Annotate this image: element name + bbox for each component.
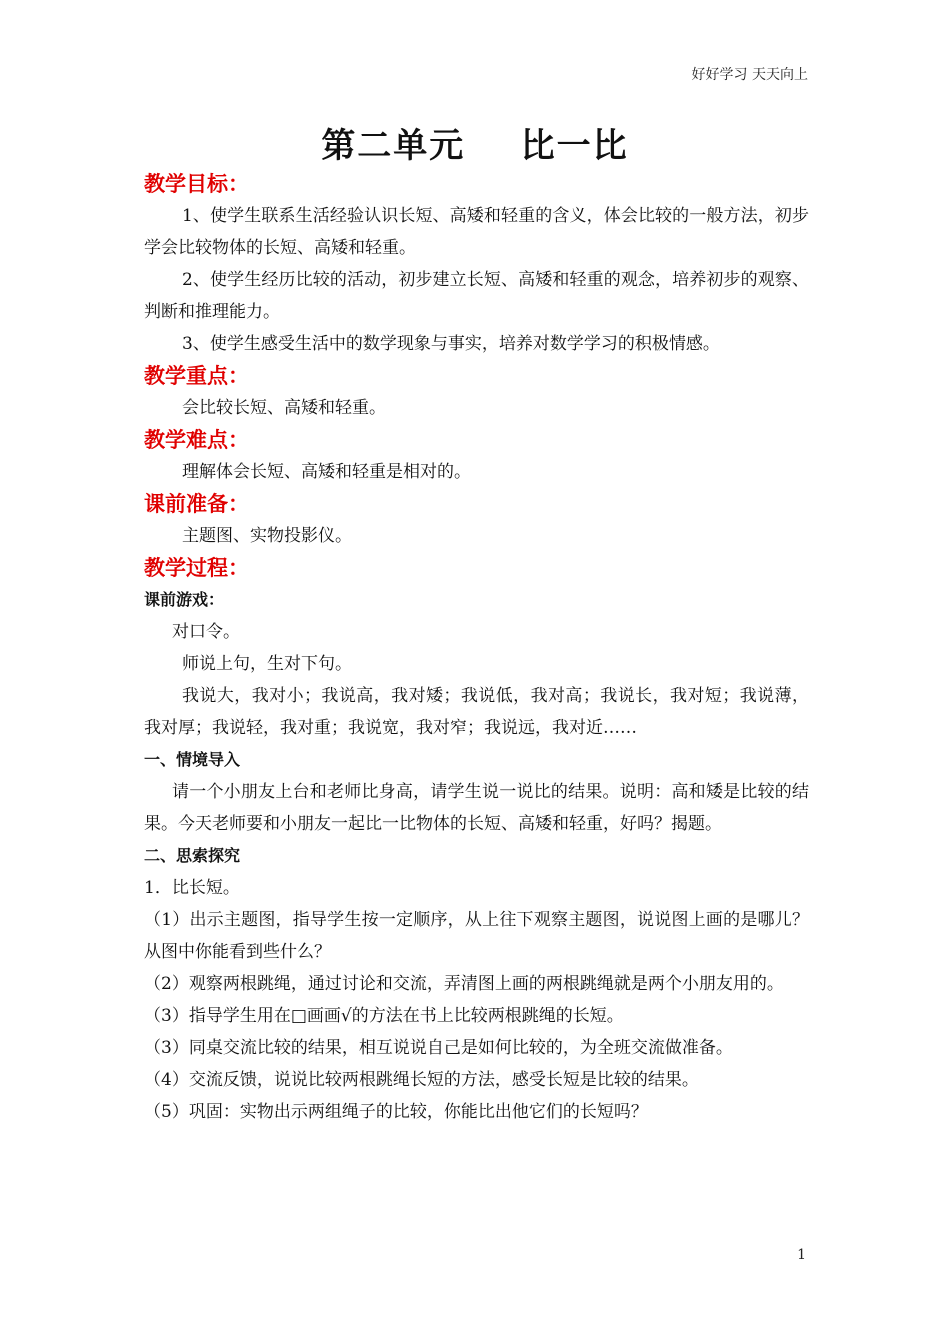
part2-item: 1．比长短。 [144,878,240,898]
key-points-heading: 教学重点： [144,364,249,388]
game-line: 师说上句，生对下句。 [182,654,352,674]
goals-heading: 教学目标： [144,172,249,196]
game-line: 对口令。 [172,622,240,642]
preparation-text: 主题图、实物投影仪。 [182,526,352,546]
part2-heading: 二、思索探究 [144,846,241,865]
game-line: 我说大，我对小；我说高，我对矮；我说低，我对高；我说长，我对短；我说薄，我对厚；我说轻，我对重；我说宽，我对窄；我说远，我对近…… [144,686,809,738]
document-body [144,168,809,1128]
page-number: 1 [797,1247,806,1263]
difficulty-text: 理解体会长短、高矮和轻重是相对的。 [182,462,471,482]
goal-item: 2、使学生经历比较的活动，初步建立长短、高矮和轻重的观念，培养初步的观察、判断和推理能力。 [144,270,809,322]
page-title: 第二单元 比一比 [321,126,629,166]
difficulty-heading: 教学难点： [144,428,249,452]
part2-item: （3）指导学生用在□画画√的方法在书上比较两根跳绳的长短。 [144,1006,624,1026]
part2-item: （3）同桌交流比较的结果，相互说说自己是如何比较的，为全班交流做准备。 [144,1038,733,1058]
page-header: 好好学习 天天向上 [691,67,808,83]
game-heading: 课前游戏： [144,590,225,609]
part1-heading: 一、情境导入 [144,750,241,769]
preparation-heading: 课前准备： [144,492,249,516]
part2-item: （1）出示主题图，指导学生按一定顺序，从上往下观察主题图，说说图上画的是哪儿？从图中你能看到些什么？ [144,910,809,962]
process-heading: 教学过程： [144,556,249,580]
goal-item: 1、使学生联系生活经验认识长短、高矮和轻重的含义，体会比较的一般方法，初步学会比较物体的长短、高矮和轻重。 [144,206,809,258]
part2-item: （2）观察两根跳绳，通过讨论和交流，弄清图上画的两根跳绳就是两个小朋友用的。 [144,974,784,994]
part2-item: （4）交流反馈，说说比较两根跳绳长短的方法，感受长短是比较的结果。 [144,1070,699,1090]
key-points-text: 会比较长短、高矮和轻重。 [182,398,386,418]
goal-item: 3、使学生感受生活中的数学现象与事实，培养对数学学习的积极情感。 [182,334,720,354]
part1-text: 请一个小朋友上台和老师比身高，请学生说一说比的结果。说明：高和矮是比较的结果。今天老师要和小朋友一起比一比物体的长短、高矮和轻重，好吗？揭题。 [144,782,809,834]
part2-item: （5）巩固：实物出示两组绳子的比较，你能比出他它们的长短吗？ [144,1102,648,1122]
